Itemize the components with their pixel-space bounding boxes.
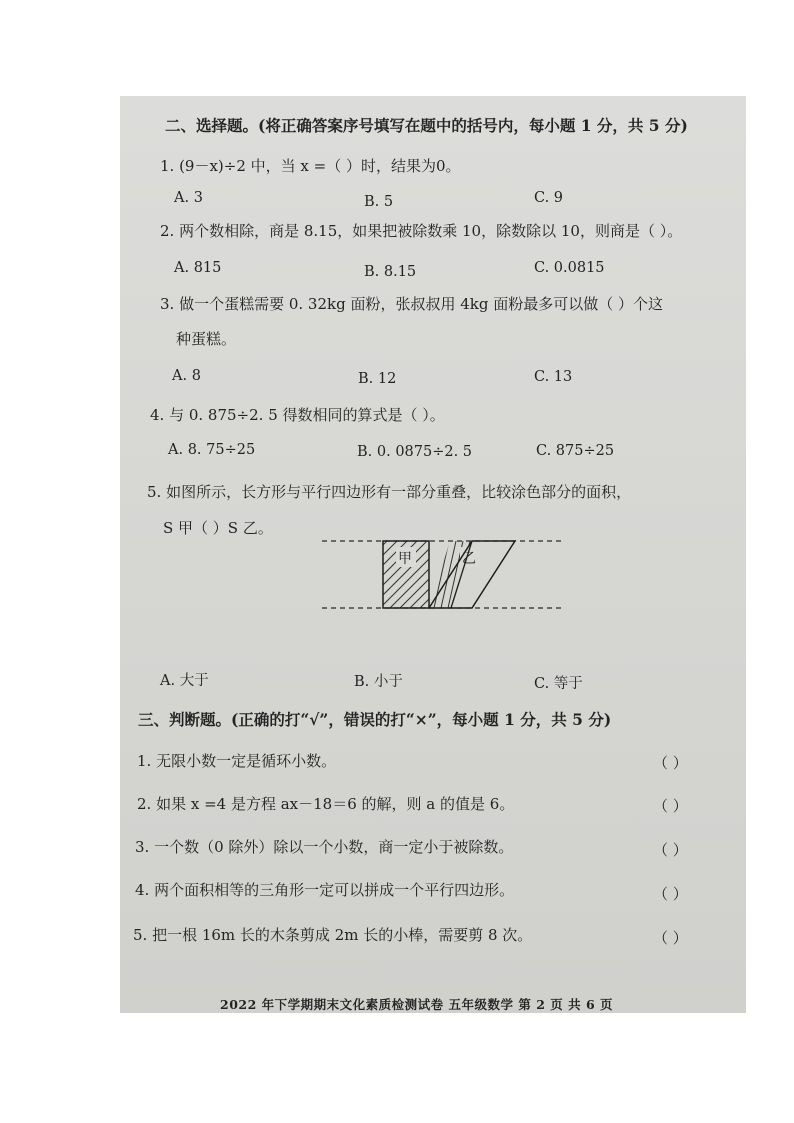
q3-option-c: C. 13 [534, 369, 573, 385]
q1-stem: 1. (9－x)÷2 中，当 x =（ ）时，结果为0。 [160, 157, 461, 175]
q4-option-c: C. 875÷25 [536, 443, 615, 459]
judge-item-5: 5. 把一根 16m 长的木条剪成 2m 长的小棒，需要剪 8 次。 [133, 926, 533, 944]
judge-answer-paren-4: （ ） [653, 885, 688, 903]
judge-answer-paren-5: （ ） [653, 929, 688, 947]
q4-option-b: B. 0. 0875÷2. 5 [357, 444, 473, 460]
q3-stem-line1: 3. 做一个蛋糕需要 0. 32kg 面粉，张叔叔用 4kg 面粉最多可以做（ ）个这 [160, 295, 664, 313]
q3-option-a: A. 8 [172, 368, 201, 384]
q5-option-c: C. 等于 [534, 676, 583, 692]
q2-option-a: A. 815 [174, 260, 222, 276]
q3-option-b: B. 12 [358, 371, 397, 387]
q2-option-c: C. 0.0815 [534, 260, 605, 276]
judge-item-2: 2. 如果 x =4 是方程 ax－18＝6 的解，则 a 的值是 6。 [137, 795, 515, 813]
judge-item-4: 4. 两个面积相等的三角形一定可以拼成一个平行四边形。 [135, 881, 515, 899]
q3-stem-line2: 种蛋糕。 [176, 330, 237, 348]
figure-label-jia: 甲 [398, 551, 412, 567]
judge-item-1: 1. 无限小数一定是循环小数。 [137, 752, 337, 770]
figure-label-yi: 乙 [462, 551, 476, 567]
q5-stem-line2: S 甲（ ）S 乙。 [163, 519, 273, 537]
q1-option-c: C. 9 [534, 190, 564, 206]
page-footer: 2022 年下学期期末文化素质检测试卷 五年级数学 第 2 页 共 6 页 [220, 997, 614, 1012]
q1-option-a: A. 3 [174, 190, 203, 206]
q5-option-a: A. 大于 [160, 673, 209, 689]
q5-figure [320, 535, 570, 615]
q1-option-b: B. 5 [364, 194, 394, 210]
judge-item-3: 3. 一个数（0 除外）除以一个小数，商一定小于被除数。 [135, 838, 514, 856]
judge-answer-paren-2: （ ） [653, 797, 688, 815]
q2-stem: 2. 两个数相除，商是 8.15，如果把被除数乘 10，除数除以 10，则商是（ ）。 [160, 222, 683, 240]
q5-stem-line1: 5. 如图所示，长方形与平行四边形有一部分重叠，比较涂色部分的面积， [147, 483, 632, 501]
q4-option-a: A. 8. 75÷25 [168, 442, 256, 458]
judge-answer-paren-1: （ ） [653, 754, 688, 772]
section2-heading: 二、选择题。(将正确答案序号填写在题中的括号内，每小题 1 分，共 5 分) [165, 116, 688, 135]
q5-option-b: B. 小于 [354, 674, 403, 690]
section3-heading: 三、判断题。(正确的打“√”，错误的打“×”，每小题 1 分，共 5 分) [138, 710, 612, 729]
q4-stem: 4. 与 0. 875÷2. 5 得数相同的算式是（ ）。 [150, 406, 445, 424]
q2-option-b: B. 8.15 [364, 264, 417, 280]
judge-answer-paren-3: （ ） [653, 841, 688, 859]
